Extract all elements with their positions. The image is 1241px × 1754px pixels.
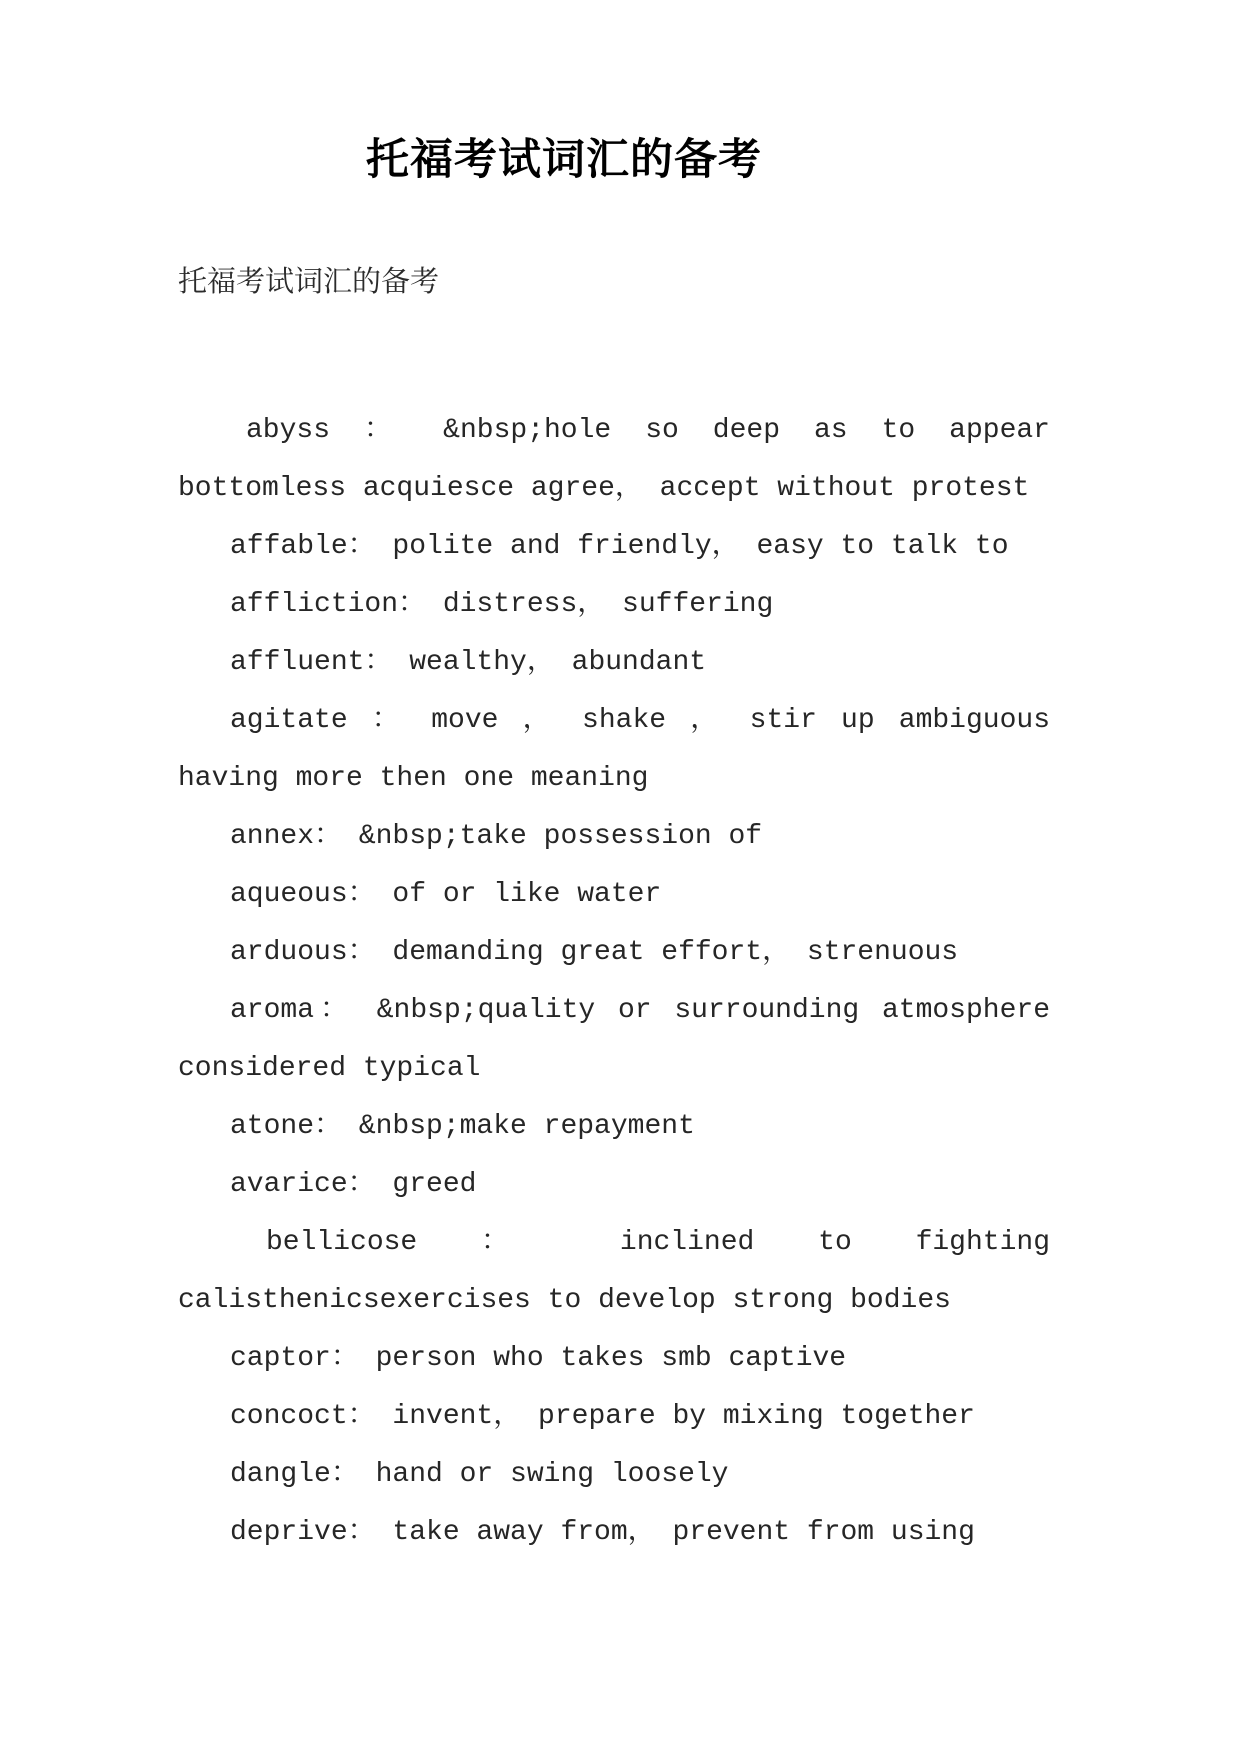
text-line: aroma： &nbsp;quality or surrounding atmosphere: [230, 995, 1050, 1026]
text-line: concoct： invent， prepare by mixing together: [230, 1401, 975, 1432]
text-line: avarice： greed: [230, 1169, 477, 1200]
text-line: captor： person who takes smb captive: [230, 1343, 847, 1374]
text-line: bottomless acquiesce agree， accept without protest: [178, 473, 1030, 504]
text-line: deprive： take away from， prevent from using: [230, 1517, 975, 1548]
text-line: aqueous： of or like water: [230, 879, 662, 910]
text-line: abyss ： &nbsp;hole so deep as to appear: [246, 415, 1050, 446]
document-body: [178, 402, 1050, 1562]
text-line: having more then one meaning: [178, 763, 649, 794]
text-line: calisthenicsexercises to develop strong bodies: [178, 1285, 951, 1316]
text-line: affable： polite and friendly， easy to talk to: [230, 531, 1009, 562]
text-line: considered typical: [178, 1053, 481, 1084]
document-title: 托福考试词汇的备考: [366, 137, 762, 184]
text-line: atone： &nbsp;make repayment: [230, 1111, 695, 1142]
text-line: affliction： distress， suffering: [230, 589, 774, 620]
document-content: [178, 0, 1050, 1562]
text-line: annex： &nbsp;take possession of: [230, 821, 763, 852]
text-line: dangle： hand or swing loosely: [230, 1459, 729, 1490]
text-line: arduous： demanding great effort， strenuous: [230, 937, 959, 968]
document-subtitle: 托福考试词汇的备考: [178, 267, 440, 300]
text-line: affluent： wealthy， abundant: [230, 647, 707, 678]
text-line: agitate ： move ， shake ， stir up ambiguous: [230, 705, 1050, 736]
text-line: bellicose ： inclined to fighting: [266, 1227, 1050, 1258]
